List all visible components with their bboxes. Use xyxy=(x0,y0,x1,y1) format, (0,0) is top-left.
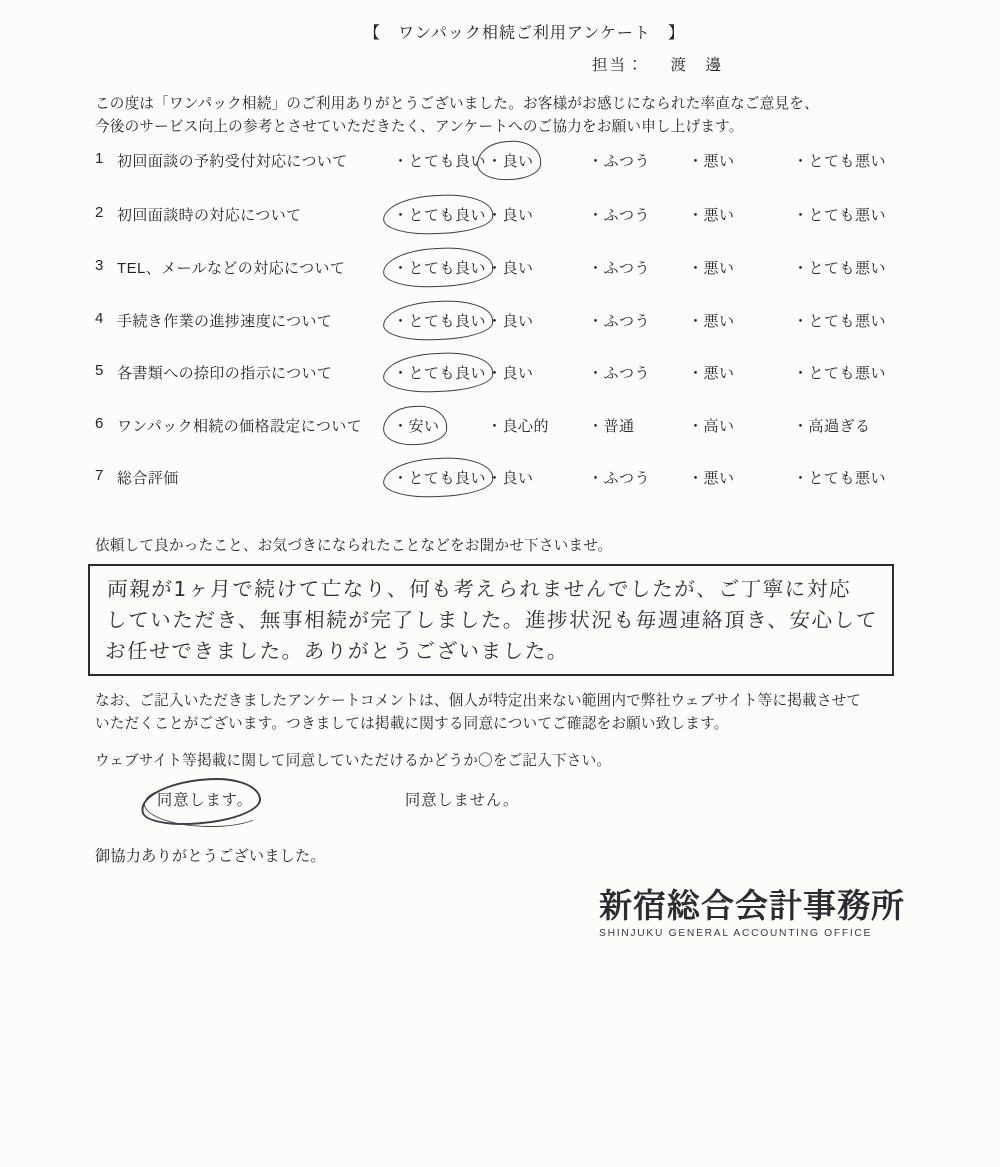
handwritten-line-3: お任せできました。ありがとうございました。 xyxy=(104,639,570,663)
company-name-japanese: 新宿総合会計事務所 xyxy=(599,889,905,925)
staff-name: 渡 邊 xyxy=(670,57,724,74)
option-label: ・良心的 xyxy=(487,418,550,435)
option-label: ・ふつう xyxy=(588,313,651,330)
page-title: 【 ワンパック相続ご利用アンケート 】 xyxy=(364,25,685,42)
option-label: ・とても悪い xyxy=(793,470,887,487)
option-label: ・悪い xyxy=(688,470,735,487)
option-label: ・ふつう xyxy=(588,260,651,277)
option-label: ・とても悪い xyxy=(793,153,887,170)
option-label: ・とても悪い xyxy=(793,313,887,330)
question-label: 初回面談の予約受付対応について xyxy=(117,153,348,170)
survey-question-row xyxy=(95,310,975,334)
option-label: ・とても良い xyxy=(393,257,486,278)
question-number: 2 xyxy=(95,204,104,221)
option-label: ・良い xyxy=(487,313,534,330)
option-label: ・悪い xyxy=(688,365,735,382)
company-logo xyxy=(599,880,905,939)
company-name-english: SHINJUKU GENERAL ACCOUNTING OFFICE xyxy=(599,928,873,939)
option-label: ・良い xyxy=(487,365,534,382)
handwritten-line-2: していただき、無事相続が完了しました。進捗状況も毎週連絡頂き、安心して xyxy=(105,608,879,632)
option-label: ・とても良い xyxy=(393,467,486,488)
handwritten-line-1: 両親が1ヶ月で続けて亡なり、何も考えられませんでしたが、ご丁寧に対応 xyxy=(106,577,852,601)
question-label: 手続き作業の進捗速度について xyxy=(117,313,333,330)
option-label: ・とても良い xyxy=(393,362,486,383)
option-label: ・とても悪い xyxy=(793,260,887,277)
intro-line-2: 今後のサービス向上の参考とさせていただきたく、アンケートへのご協力をお願い申し上げます。 xyxy=(95,119,744,135)
option-label: ・悪い xyxy=(688,153,735,170)
comment-box xyxy=(88,564,894,676)
survey-question-row xyxy=(95,415,975,439)
intro-line-1: この度は「ワンパック相続」のご利用ありがとうございました。お客様がお感じになられた率直なご意見を、 xyxy=(95,96,819,112)
question-label: 初回面談時の対応について xyxy=(117,207,302,224)
option-label: ・とても良い xyxy=(393,153,487,170)
handwritten-comment xyxy=(104,574,879,667)
option-label: ・良い xyxy=(487,207,534,224)
question-number: 4 xyxy=(95,310,104,327)
option-label: ・良い xyxy=(487,470,534,487)
staff-label: 担当： xyxy=(592,57,645,74)
survey-question-row xyxy=(95,204,975,228)
survey-question-row xyxy=(95,362,975,386)
option-label: ・ふつう xyxy=(588,365,651,382)
question-number: 7 xyxy=(95,467,104,484)
comment-prompt: 依頼して良かったこと、お気づきになられたことなどをお聞かせ下さいませ。 xyxy=(95,538,613,554)
question-label: TEL、メールなどの対応について xyxy=(117,260,346,277)
option-label: ・ふつう xyxy=(588,207,651,224)
question-number: 1 xyxy=(95,150,104,167)
question-number: 6 xyxy=(95,415,104,432)
survey-question-row xyxy=(95,150,975,174)
option-label: ・良い xyxy=(487,150,534,171)
option-label: ・悪い xyxy=(688,207,735,224)
consent-note-line-2: いただくことがございます。つきましては掲載に関する同意についてご確認をお願い致します。 xyxy=(95,716,729,732)
option-label: ・ふつう xyxy=(588,153,651,170)
option-label: ・悪い xyxy=(688,260,735,277)
question-label: 総合評価 xyxy=(117,470,179,487)
question-number: 5 xyxy=(95,362,104,379)
option-label: ・とても悪い xyxy=(793,207,887,224)
option-label: ・安い xyxy=(393,415,440,436)
staff-line xyxy=(592,53,723,75)
consent-decline-option: 同意しません。 xyxy=(405,792,520,809)
option-label: ・とても良い xyxy=(393,310,486,331)
survey-question-row xyxy=(95,467,975,491)
option-label: ・高い xyxy=(688,418,735,435)
survey-question-row xyxy=(95,257,975,281)
option-label: ・高過ぎる xyxy=(793,418,871,435)
consent-note xyxy=(95,690,861,736)
question-label: 各書類への捺印の指示について xyxy=(117,365,333,382)
consent-agree-option: 同意します。 xyxy=(157,789,253,810)
option-label: ・普通 xyxy=(588,418,635,435)
option-label: ・良い xyxy=(487,260,534,277)
thanks-message: 御協力ありがとうございました。 xyxy=(95,848,326,865)
option-label: ・とても悪い xyxy=(793,365,887,382)
question-number: 3 xyxy=(95,257,104,274)
option-label: ・とても良い xyxy=(393,204,486,225)
option-label: ・悪い xyxy=(688,313,735,330)
option-label: ・ふつう xyxy=(588,470,651,487)
consent-prompt: ウェブサイト等掲載に関して同意していただけるかどうか〇をご記入下さい。 xyxy=(95,753,612,769)
question-label: ワンパック相続の価格設定について xyxy=(117,418,363,435)
intro-paragraph xyxy=(95,93,819,139)
consent-note-line-1: なお、ご記入いただきましたアンケートコメントは、個人が特定出来ない範囲内で弊社ウェブサイト等に掲載させて xyxy=(95,693,862,709)
